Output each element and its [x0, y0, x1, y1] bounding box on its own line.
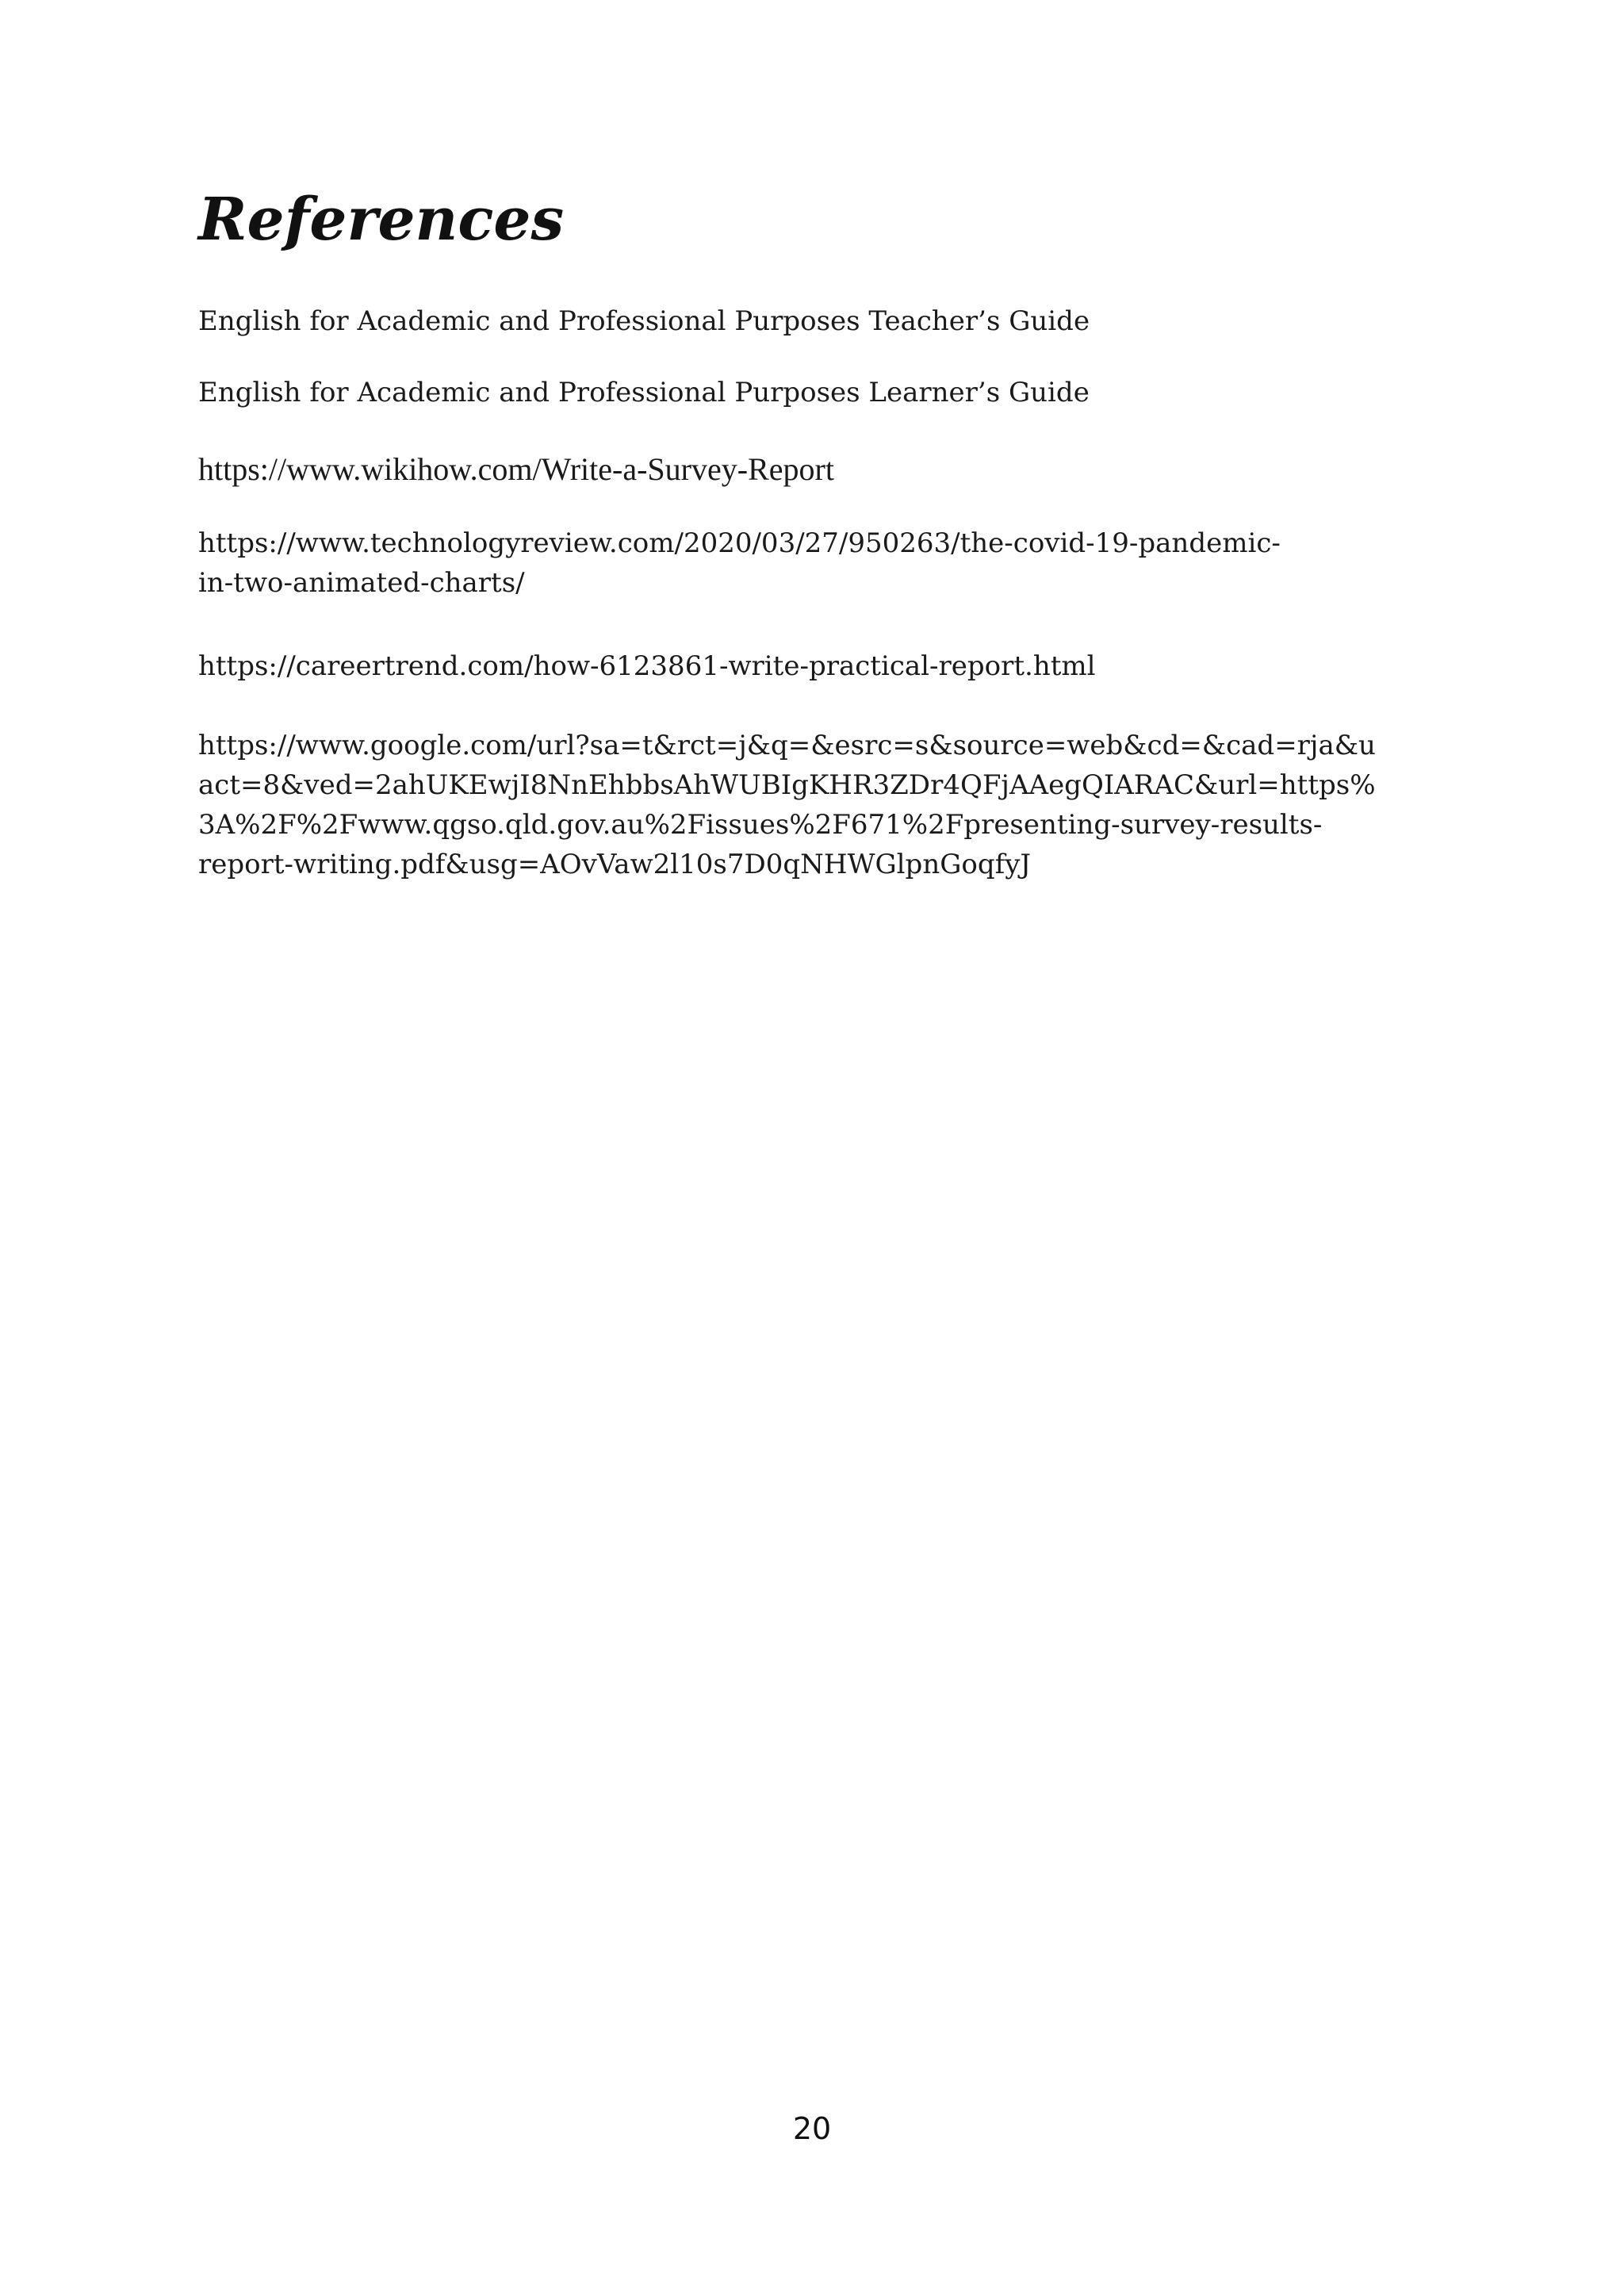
reference-item — [198, 301, 1435, 341]
reference-item — [198, 450, 1435, 489]
reference-link: https://www.wikihow.com/Write-a-Survey-Report — [198, 451, 834, 487]
reference-item — [198, 726, 1435, 884]
reference-text: English for Academic and Professional Purposes Learner’s Guide — [198, 377, 1090, 408]
reference-text: English for Academic and Professional Purposes Teacher’s Guide — [198, 305, 1090, 337]
reference-item — [198, 373, 1435, 412]
page-number: 20 — [792, 2111, 832, 2146]
reference-link-line: in-two-animated-charts/ — [198, 567, 525, 599]
reference-link-line: report-writing.pdf&usg=AOvVaw2l10s7D0qNHWGlpnGoqfyJ — [198, 849, 1032, 880]
reference-item — [198, 523, 1435, 603]
reference-link-line: https://www.technologyreview.com/2020/03/27/950263/the-covid-19-pandemic- — [198, 527, 1281, 559]
reference-link: https://careertrend.com/how-6123861-write-practical-report.html — [198, 650, 1096, 682]
reference-link-line: 3A%2F%2Fwww.qgso.qld.gov.au%2Fissues%2F671%2Fpresenting-survey-results- — [198, 809, 1323, 841]
reference-link-line: act=8&ved=2ahUKEwjI8NnEhbbsAhWUBIgKHR3ZDr4QFjAAegQIARAC&url=https% — [198, 769, 1376, 801]
page-title: References — [198, 186, 565, 254]
reference-item — [198, 646, 1435, 686]
reference-link-line: https://www.google.com/url?sa=t&rct=j&q=&esrc=s&source=web&cd=&cad=rja&u — [198, 730, 1376, 761]
